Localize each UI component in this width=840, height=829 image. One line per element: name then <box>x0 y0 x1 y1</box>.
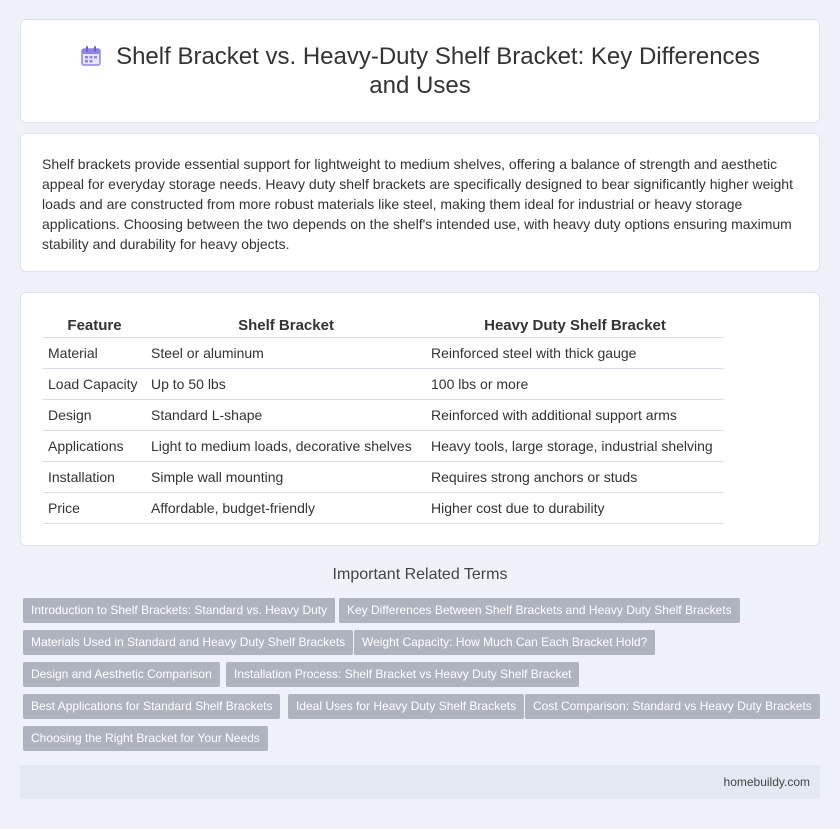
cell-heavy-duty: Requires strong anchors or studs <box>426 461 724 492</box>
cell-feature: Price <box>43 492 146 523</box>
cell-shelf-bracket: Affordable, budget-friendly <box>146 492 426 523</box>
related-tag[interactable]: Key Differences Between Shelf Brackets and Heavy Duty Shelf Brackets <box>339 598 740 623</box>
related-tag[interactable]: Design and Aesthetic Comparison <box>23 662 220 687</box>
header-heavy-duty: Heavy Duty Shelf Bracket <box>484 317 666 335</box>
cell-feature: Design <box>43 399 146 430</box>
footer <box>20 765 820 799</box>
table-row <box>43 399 724 430</box>
cell-heavy-duty: Heavy tools, large storage, industrial shelving <box>426 430 724 461</box>
table-row <box>43 492 724 523</box>
cell-shelf-bracket: Standard L-shape <box>146 399 426 430</box>
cell-heavy-duty: Higher cost due to durability <box>426 492 724 523</box>
related-tag[interactable]: Materials Used in Standard and Heavy Duty Shelf Brackets <box>23 630 353 655</box>
table-row <box>43 337 724 368</box>
related-tag[interactable]: Ideal Uses for Heavy Duty Shelf Brackets <box>288 694 524 719</box>
title-card <box>20 19 820 123</box>
related-tag[interactable]: Choosing the Right Bracket for Your Needs <box>23 726 268 751</box>
cell-heavy-duty: Reinforced with additional support arms <box>426 399 724 430</box>
header-feature: Feature <box>67 317 122 335</box>
footer-site-link[interactable]: homebuildy.com <box>723 775 810 789</box>
related-terms-heading: Important Related Terms <box>332 566 508 583</box>
table-row <box>43 461 724 492</box>
cell-shelf-bracket: Light to medium loads, decorative shelves <box>146 430 426 461</box>
related-tag[interactable]: Weight Capacity: How Much Can Each Bracket Hold? <box>354 630 655 655</box>
table-row <box>43 368 724 399</box>
related-tag[interactable]: Introduction to Shelf Brackets: Standard vs. Heavy Duty <box>23 598 335 623</box>
table-row <box>43 430 724 461</box>
cell-feature: Material <box>43 337 146 368</box>
cell-shelf-bracket: Simple wall mounting <box>146 461 426 492</box>
related-tag[interactable]: Installation Process: Shelf Bracket vs Heavy Duty Shelf Bracket <box>226 662 579 687</box>
related-tag[interactable]: Best Applications for Standard Shelf Brackets <box>23 694 280 719</box>
intro-paragraph: Shelf brackets provide essential support for lightweight to medium shelves, offering a balance of strength and aesthetic appeal for everyday storage needs. Heavy duty shelf brackets are specifically designed to bear significantly higher weight loads and are constructed from more robust materials like steel, making them ideal for industrial or heavy storage applications. Choosing between the two depends on the shelf's intended use, with heavy duty options ensuring maximum stability and durability for heavy objects. <box>42 156 793 252</box>
calendar-icon <box>80 45 102 67</box>
comparison-card <box>20 292 820 546</box>
cell-shelf-bracket: Up to 50 lbs <box>146 368 426 399</box>
intro-card <box>20 133 820 272</box>
table-header-row <box>43 313 724 337</box>
cell-shelf-bracket: Steel or aluminum <box>146 337 426 368</box>
cell-heavy-duty: 100 lbs or more <box>426 368 724 399</box>
cell-feature: Installation <box>43 461 146 492</box>
comparison-table <box>43 313 724 524</box>
cell-feature: Applications <box>43 430 146 461</box>
cell-feature: Load Capacity <box>43 368 146 399</box>
title-text: Shelf Bracket vs. Heavy-Duty Shelf Bracket: Key Differences and Uses <box>116 43 760 99</box>
related-tag[interactable]: Cost Comparison: Standard vs Heavy Duty Brackets <box>525 694 820 719</box>
header-shelf-bracket: Shelf Bracket <box>238 317 334 335</box>
page-title <box>61 42 779 100</box>
cell-heavy-duty: Reinforced steel with thick gauge <box>426 337 724 368</box>
